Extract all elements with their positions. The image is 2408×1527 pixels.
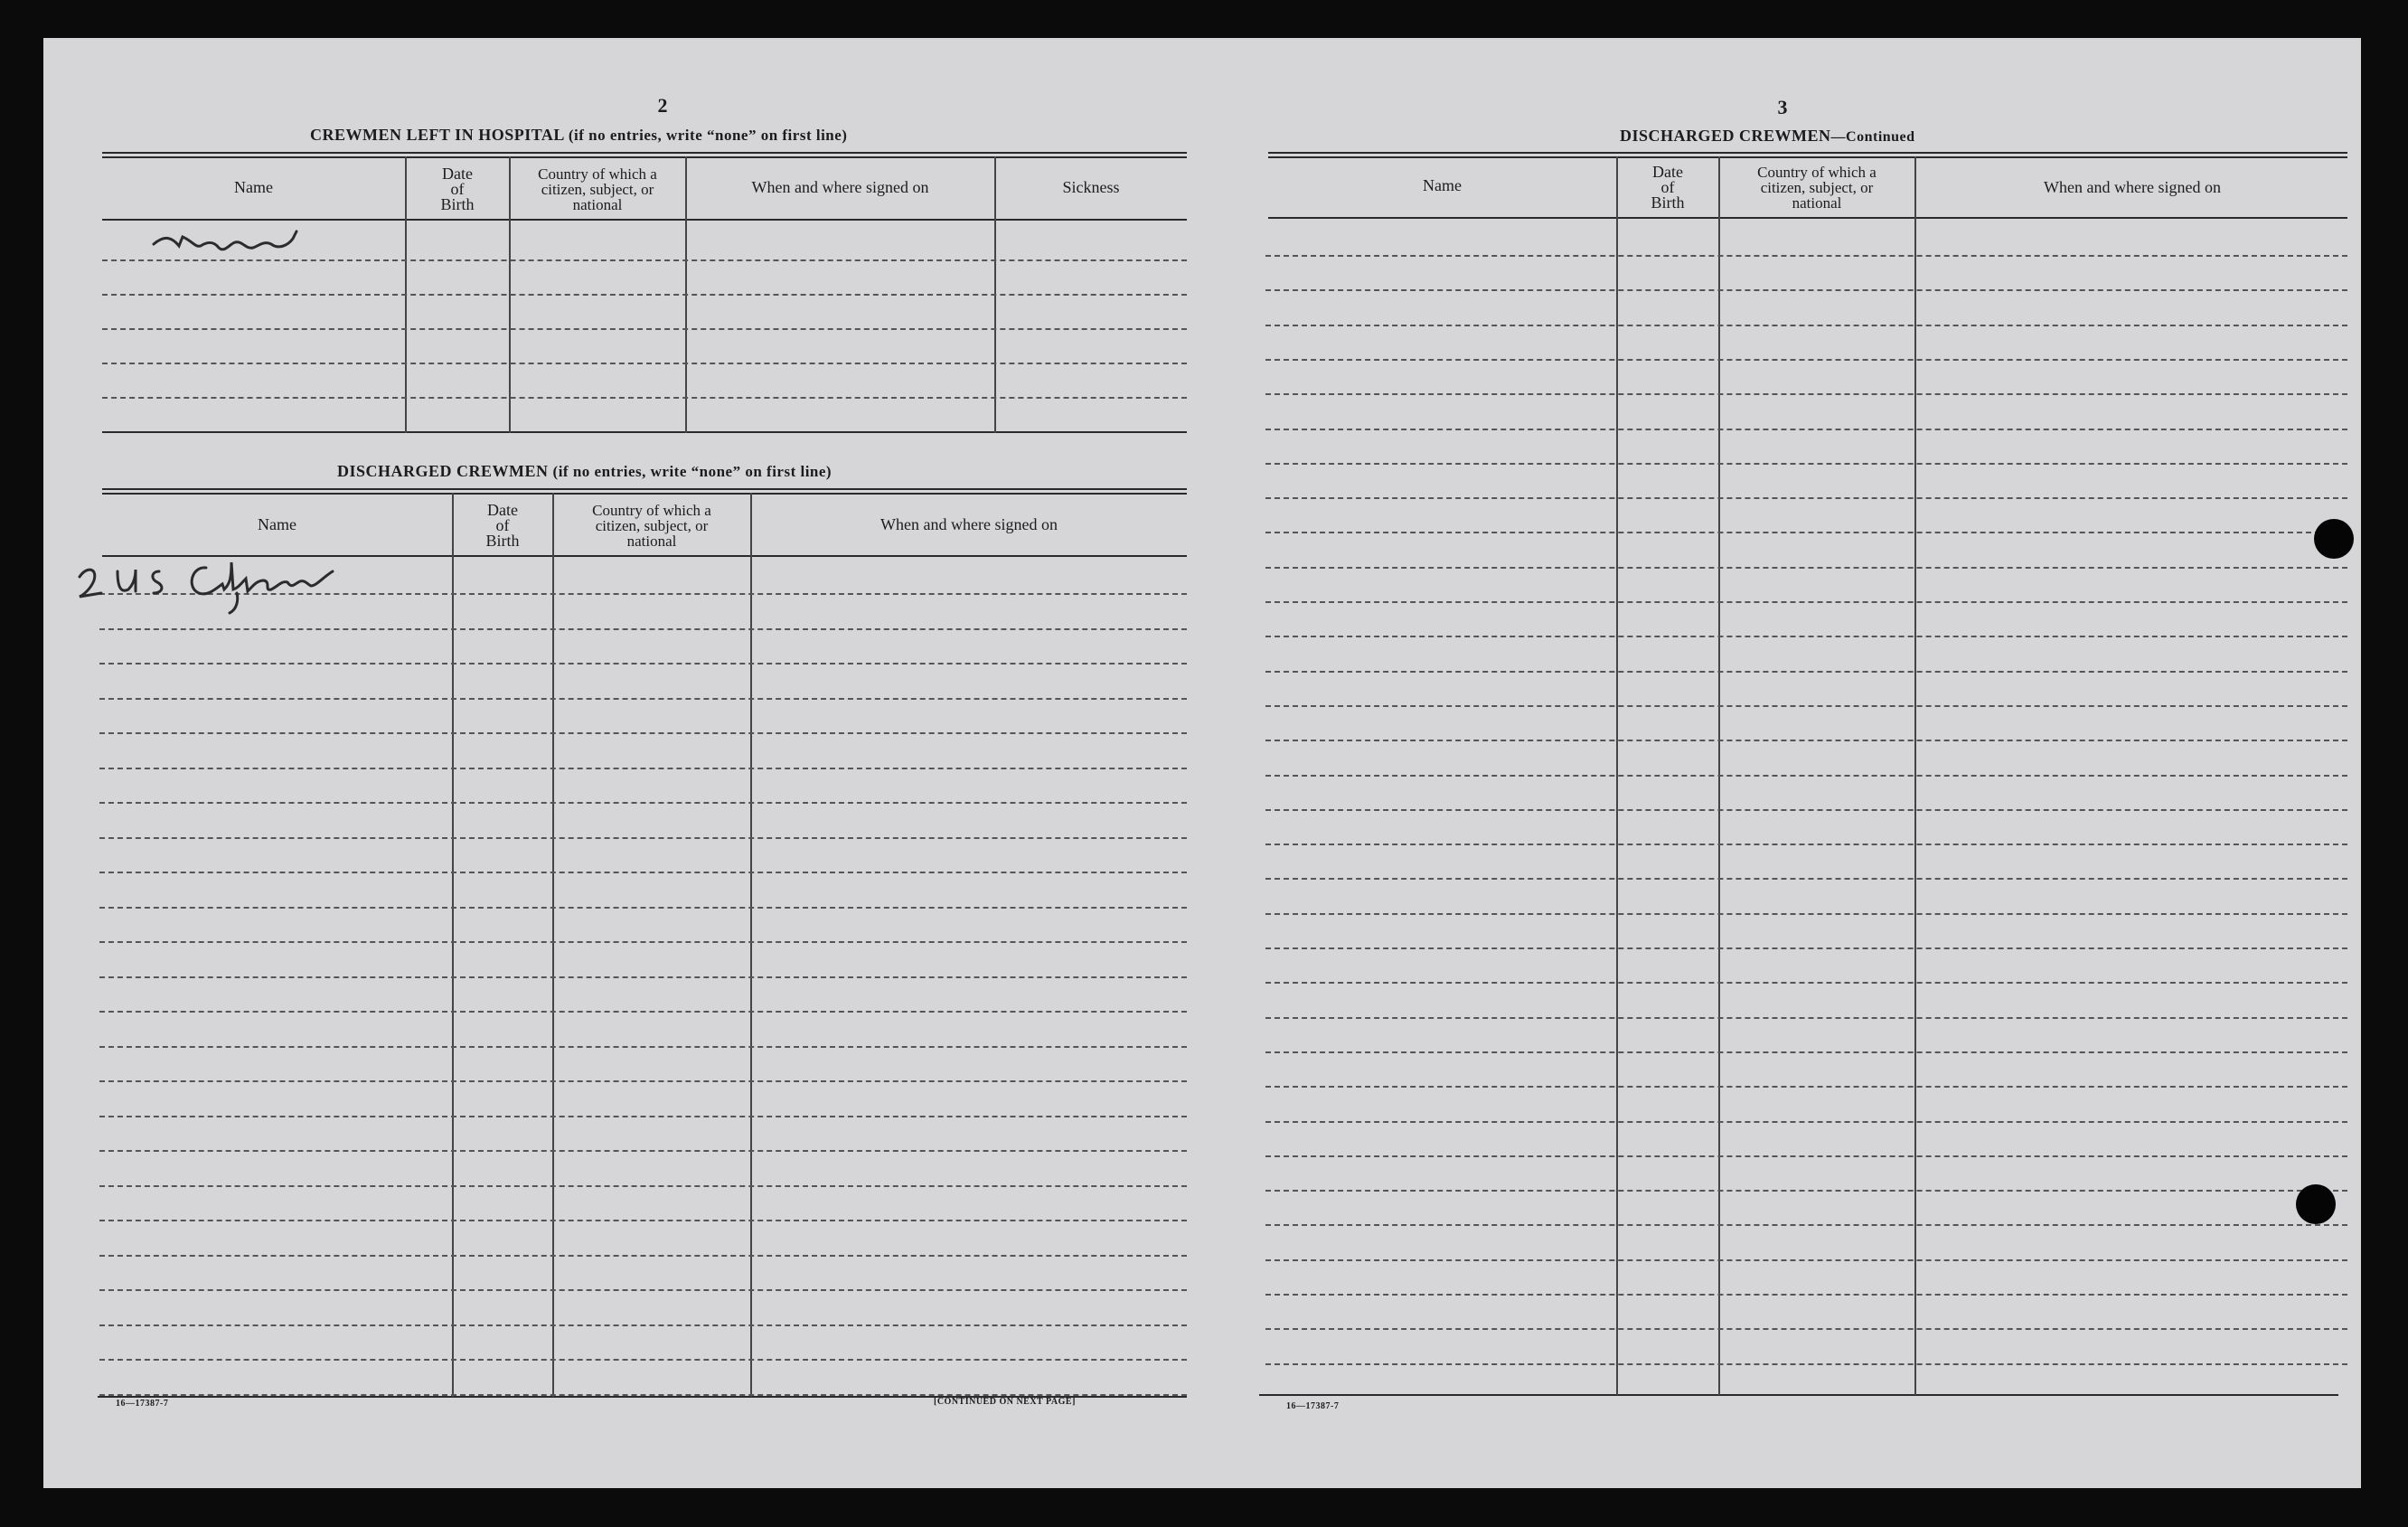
continued-note: [CONTINUED ON NEXT PAGE] bbox=[934, 1397, 1076, 1407]
continued-col-country: Country of which a citizen, subject, or national bbox=[1757, 164, 1877, 212]
ruled-line bbox=[1265, 1363, 2347, 1365]
ruled-line bbox=[1265, 289, 2347, 291]
page-number-right: 3 bbox=[1777, 96, 1788, 118]
ruled-line bbox=[1265, 1294, 2347, 1296]
ruled-line bbox=[1265, 1017, 2347, 1019]
ruled-line bbox=[1265, 1155, 2347, 1157]
ruled-line bbox=[1265, 1224, 2347, 1226]
discharged-col-dob: Date of Birth bbox=[485, 501, 520, 550]
ruled-line bbox=[99, 837, 1187, 839]
handwritten-none bbox=[152, 226, 342, 267]
ruled-line bbox=[99, 1289, 1187, 1291]
ruled-line bbox=[1265, 359, 2347, 361]
ruled-line bbox=[1265, 1190, 2347, 1192]
ruled-line bbox=[99, 1324, 1187, 1326]
ruled-line bbox=[99, 872, 1187, 873]
discharged-continued-title-text: DISCHARGED CREWMEN bbox=[1620, 127, 1831, 145]
binder-hole-top bbox=[2314, 519, 2354, 559]
ruled-line bbox=[99, 1394, 1187, 1396]
ruled-line bbox=[1265, 532, 2347, 533]
ruled-line bbox=[99, 1116, 1187, 1117]
hospital-section-title bbox=[310, 126, 847, 145]
ruled-line bbox=[1265, 671, 2347, 673]
ruled-line bbox=[1265, 913, 2347, 915]
ruled-line bbox=[1265, 429, 2347, 430]
page-number-left: 2 bbox=[657, 94, 668, 117]
discharged-col-country: Country of which a citizen, subject, or national bbox=[592, 502, 711, 550]
ruled-line bbox=[99, 1255, 1187, 1257]
ruled-line bbox=[99, 941, 1187, 943]
ruled-line bbox=[1265, 497, 2347, 499]
form-number-right: 16—17387-7 bbox=[1286, 1401, 1340, 1411]
ruled-line bbox=[99, 698, 1187, 700]
hospital-col-dob: Date of Birth bbox=[440, 165, 475, 213]
ruled-line bbox=[1265, 393, 2347, 395]
discharged-section-title bbox=[337, 462, 832, 481]
ruled-line bbox=[1265, 1328, 2347, 1330]
form-number-left: 16—17387-7 bbox=[116, 1399, 169, 1409]
ruled-line bbox=[99, 976, 1187, 978]
ruled-line bbox=[99, 732, 1187, 734]
ruled-line bbox=[99, 768, 1187, 769]
ruled-line bbox=[1265, 844, 2347, 845]
hospital-title-note: (if no entries, write “none” on first line) bbox=[568, 127, 848, 144]
ruled-line bbox=[99, 1011, 1187, 1013]
handwritten-us-citizens bbox=[71, 544, 378, 621]
ruled-line bbox=[1265, 463, 2347, 465]
discharged-col-signed-on: When and where signed on bbox=[880, 515, 1058, 533]
ruled-line bbox=[1265, 1259, 2347, 1261]
ruled-line bbox=[1265, 947, 2347, 949]
hospital-title-text: CREWMEN LEFT IN HOSPITAL bbox=[310, 126, 564, 144]
ruled-line bbox=[99, 1220, 1187, 1221]
ruled-line bbox=[99, 628, 1187, 630]
discharged-title-note: (if no entries, write “none” on first line) bbox=[552, 463, 832, 480]
ruled-line bbox=[1265, 325, 2347, 326]
ruled-line bbox=[99, 663, 1187, 665]
ruled-line bbox=[1265, 636, 2347, 637]
continued-col-name: Name bbox=[1423, 176, 1462, 194]
continued-col-signed-on: When and where signed on bbox=[2044, 178, 2221, 196]
ruled-line bbox=[1265, 809, 2347, 811]
ruled-line bbox=[1265, 705, 2347, 707]
discharged-continued-suffix: —Continued bbox=[1830, 129, 1915, 145]
ruled-line bbox=[1265, 982, 2347, 984]
hospital-col-country: Country of which a citizen, subject, or national bbox=[538, 165, 657, 213]
hospital-col-name: Name bbox=[234, 178, 273, 196]
discharged-continued-title bbox=[1620, 127, 1915, 146]
ruled-line bbox=[99, 1359, 1187, 1361]
hospital-col-sickness: Sickness bbox=[1062, 178, 1120, 196]
discharged-title-text: DISCHARGED CREWMEN bbox=[337, 462, 549, 480]
ruled-line bbox=[1265, 601, 2347, 603]
ruled-line bbox=[99, 1046, 1187, 1048]
ruled-line bbox=[99, 1080, 1187, 1082]
ruled-line bbox=[1265, 1121, 2347, 1123]
hospital-col-signed-on: When and where signed on bbox=[751, 178, 929, 196]
binder-hole-bottom bbox=[2296, 1184, 2336, 1224]
ruled-line bbox=[1265, 1086, 2347, 1088]
continued-col-dob: Date of Birth bbox=[1651, 163, 1685, 212]
ruled-line bbox=[1265, 255, 2347, 257]
discharged-col-name: Name bbox=[258, 515, 296, 533]
ruled-line bbox=[1265, 878, 2347, 880]
ruled-line bbox=[1265, 1051, 2347, 1053]
ruled-line bbox=[99, 907, 1187, 909]
document-sheet bbox=[43, 38, 2361, 1488]
ruled-line bbox=[99, 1150, 1187, 1152]
ruled-line bbox=[1265, 567, 2347, 569]
ruled-line bbox=[99, 802, 1187, 804]
ruled-line bbox=[99, 1185, 1187, 1187]
ruled-line bbox=[1265, 775, 2347, 777]
ruled-line bbox=[1265, 740, 2347, 741]
